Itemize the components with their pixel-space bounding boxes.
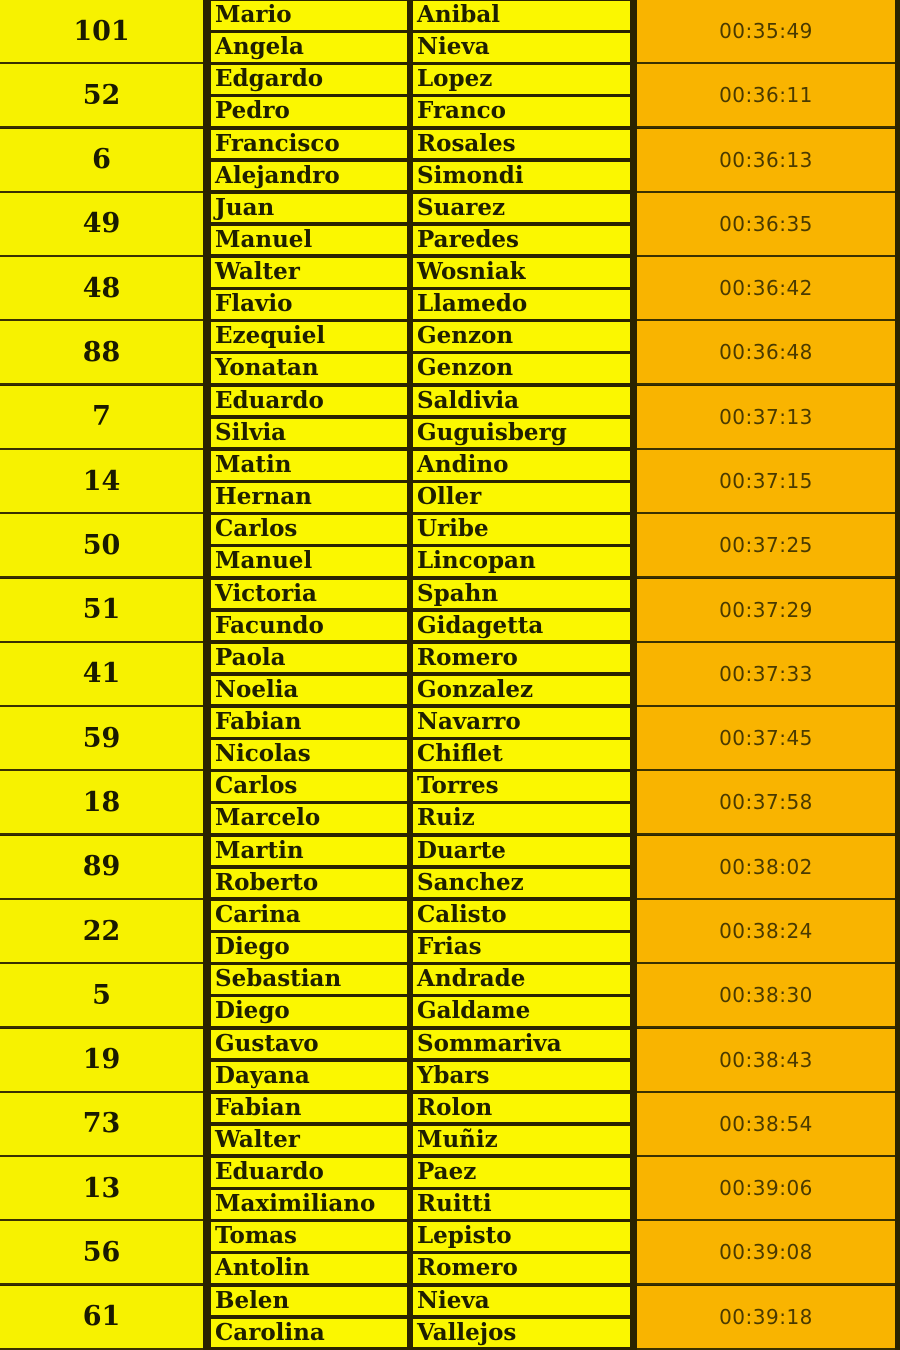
- team-number: 5: [0, 964, 203, 1028]
- last-name: Andino: [413, 451, 630, 480]
- last-name: Genzon: [413, 354, 630, 383]
- team-row: [0, 1029, 900, 1093]
- first-name: Martin: [211, 837, 407, 866]
- first-name: Paola: [211, 644, 407, 673]
- team-row: [0, 450, 900, 514]
- team-number: 89: [0, 836, 203, 900]
- last-name: Romero: [413, 644, 630, 673]
- first-name: Manuel: [211, 226, 407, 255]
- finish-time: 00:38:43: [637, 1029, 895, 1093]
- first-name: Carlos: [211, 515, 407, 544]
- first-name: Sebastian: [211, 965, 407, 994]
- finish-time: 00:37:33: [637, 643, 895, 707]
- first-name: Walter: [211, 258, 407, 287]
- finish-time: 00:39:18: [637, 1286, 895, 1350]
- team-row: [0, 129, 900, 193]
- team-row: [0, 386, 900, 450]
- finish-time: 00:37:25: [637, 514, 895, 578]
- first-name: Mario: [211, 1, 407, 30]
- first-name: Silvia: [211, 419, 407, 448]
- first-name: Facundo: [211, 612, 407, 641]
- finish-time: 00:37:29: [637, 579, 895, 643]
- last-name: Paez: [413, 1158, 630, 1187]
- last-name: Galdame: [413, 997, 630, 1026]
- finish-time: 00:36:13: [637, 129, 895, 193]
- first-name: Flavio: [211, 290, 407, 319]
- first-name: Juan: [211, 194, 407, 223]
- first-name: Roberto: [211, 869, 407, 898]
- last-name: Franco: [413, 97, 630, 126]
- finish-time: 00:36:11: [637, 64, 895, 128]
- first-name: Francisco: [211, 130, 407, 159]
- last-name: Sommariva: [413, 1030, 630, 1059]
- team-row: [0, 900, 900, 964]
- last-name: Saldivia: [413, 387, 630, 416]
- team-number: 101: [0, 0, 203, 64]
- first-name: Alejandro: [211, 162, 407, 191]
- last-name: Romero: [413, 1254, 630, 1283]
- team-row: [0, 707, 900, 771]
- last-name: Sanchez: [413, 869, 630, 898]
- first-name: Yonatan: [211, 354, 407, 383]
- last-name: Andrade: [413, 965, 630, 994]
- team-number: 18: [0, 771, 203, 835]
- team-number: 22: [0, 900, 203, 964]
- first-name: Marcelo: [211, 804, 407, 833]
- team-number: 51: [0, 579, 203, 643]
- last-name: Genzon: [413, 322, 630, 351]
- last-name: Rosales: [413, 130, 630, 159]
- finish-time: 00:35:49: [637, 0, 895, 64]
- last-name: Suarez: [413, 194, 630, 223]
- team-number: 56: [0, 1221, 203, 1285]
- finish-time: 00:36:42: [637, 257, 895, 321]
- first-name: Diego: [211, 997, 407, 1026]
- last-name: Spahn: [413, 580, 630, 609]
- team-number: 13: [0, 1157, 203, 1221]
- team-number: 41: [0, 643, 203, 707]
- first-name: Walter: [211, 1126, 407, 1155]
- team-number: 49: [0, 193, 203, 257]
- last-name: Simondi: [413, 162, 630, 191]
- first-name: Maximiliano: [211, 1190, 407, 1219]
- finish-time: 00:36:48: [637, 321, 895, 385]
- first-name: Antolin: [211, 1254, 407, 1283]
- last-name: Rolon: [413, 1094, 630, 1123]
- last-name: Lopez: [413, 65, 630, 94]
- first-name: Noelia: [211, 676, 407, 705]
- first-name: Hernan: [211, 483, 407, 512]
- first-name: Manuel: [211, 547, 407, 576]
- last-name: Ruiz: [413, 804, 630, 833]
- team-row: [0, 643, 900, 707]
- finish-time: 00:37:15: [637, 450, 895, 514]
- finish-time: 00:37:13: [637, 386, 895, 450]
- first-name: Dayana: [211, 1062, 407, 1091]
- last-name: Gidagetta: [413, 612, 630, 641]
- last-name: Nieva: [413, 1287, 630, 1316]
- finish-time: 00:38:30: [637, 964, 895, 1028]
- team-row: [0, 514, 900, 578]
- team-number: 50: [0, 514, 203, 578]
- team-row: [0, 0, 900, 64]
- first-name: Pedro: [211, 97, 407, 126]
- first-name: Gustavo: [211, 1030, 407, 1059]
- first-name: Eduardo: [211, 1158, 407, 1187]
- finish-time: 00:37:45: [637, 707, 895, 771]
- last-name: Wosniak: [413, 258, 630, 287]
- team-number: 59: [0, 707, 203, 771]
- finish-time: 00:39:06: [637, 1157, 895, 1221]
- first-name: Tomas: [211, 1222, 407, 1251]
- finish-time: 00:38:24: [637, 900, 895, 964]
- last-name: Paredes: [413, 226, 630, 255]
- team-row: [0, 964, 900, 1028]
- last-name: Torres: [413, 772, 630, 801]
- first-name: Nicolas: [211, 740, 407, 769]
- last-name: Oller: [413, 483, 630, 512]
- team-row: [0, 836, 900, 900]
- last-name: Uribe: [413, 515, 630, 544]
- finish-time: 00:38:54: [637, 1093, 895, 1157]
- first-name: Angela: [211, 33, 407, 62]
- last-name: Vallejos: [413, 1319, 630, 1348]
- team-number: 14: [0, 450, 203, 514]
- team-row: [0, 1286, 900, 1350]
- team-row: [0, 257, 900, 321]
- first-name: Carina: [211, 901, 407, 930]
- last-name: Ybars: [413, 1062, 630, 1091]
- team-row: [0, 1221, 900, 1285]
- first-name: Matin: [211, 451, 407, 480]
- team-number: 52: [0, 64, 203, 128]
- last-name: Anibal: [413, 1, 630, 30]
- first-name: Carolina: [211, 1319, 407, 1348]
- team-number: 88: [0, 321, 203, 385]
- first-name: Diego: [211, 933, 407, 962]
- last-name: Lepisto: [413, 1222, 630, 1251]
- team-row: [0, 321, 900, 385]
- finish-time: 00:38:02: [637, 836, 895, 900]
- last-name: Duarte: [413, 837, 630, 866]
- first-name: Fabian: [211, 708, 407, 737]
- last-name: Navarro: [413, 708, 630, 737]
- team-row: [0, 1093, 900, 1157]
- team-number: 7: [0, 386, 203, 450]
- first-name: Ezequiel: [211, 322, 407, 351]
- first-name: Fabian: [211, 1094, 407, 1123]
- team-number: 73: [0, 1093, 203, 1157]
- last-name: Muñiz: [413, 1126, 630, 1155]
- last-name: Nieva: [413, 33, 630, 62]
- finish-time: 00:36:35: [637, 193, 895, 257]
- team-number: 19: [0, 1029, 203, 1093]
- first-name: Belen: [211, 1287, 407, 1316]
- last-name: Calisto: [413, 901, 630, 930]
- finish-time: 00:39:08: [637, 1221, 895, 1285]
- last-name: Frias: [413, 933, 630, 962]
- team-row: [0, 1157, 900, 1221]
- team-row: [0, 64, 900, 128]
- last-name: Llamedo: [413, 290, 630, 319]
- finish-time: 00:37:58: [637, 771, 895, 835]
- team-row: [0, 771, 900, 835]
- team-number: 61: [0, 1286, 203, 1350]
- first-name: Victoria: [211, 580, 407, 609]
- last-name: Guguisberg: [413, 419, 630, 448]
- last-name: Gonzalez: [413, 676, 630, 705]
- last-name: Ruitti: [413, 1190, 630, 1219]
- team-row: [0, 193, 900, 257]
- last-name: Lincopan: [413, 547, 630, 576]
- team-number: 48: [0, 257, 203, 321]
- last-name: Chiflet: [413, 740, 630, 769]
- team-row: [0, 579, 900, 643]
- first-name: Edgardo: [211, 65, 407, 94]
- first-name: Carlos: [211, 772, 407, 801]
- team-number: 6: [0, 129, 203, 193]
- first-name: Eduardo: [211, 387, 407, 416]
